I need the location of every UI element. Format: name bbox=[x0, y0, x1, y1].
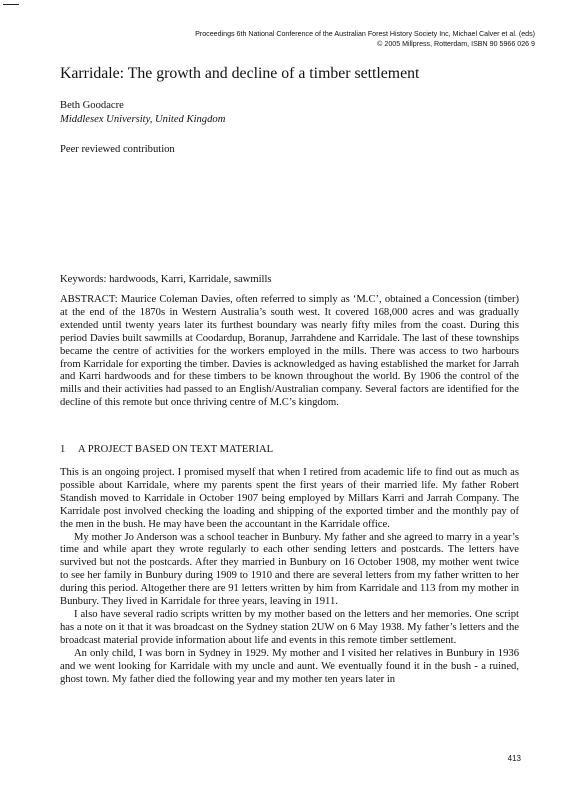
page-number: 413 bbox=[507, 754, 521, 763]
body-paragraph: My mother Jo Anderson was a school teacher in Bunbury. My father and she agreed to marry in a year’s time and while apart they wrote regularly to each other sending letters and postcards. The letters have survived but not the postcards. After they married in Bunbury on 16 October 1908, my mother went twice to see her family in Bunbury during 1909 to 1910 and there are several letters from my father written to her during this period. Altogether there are 91 letters written by him from Karridale and 113 from my mother in Bunbury. They lived in Karridale for three years, leaving in 1911. bbox=[60, 531, 519, 608]
proceedings-citation: Proceedings 6th National Conference of the Australian Forest History Society Inc, Michael Calver et al. (eds) bbox=[195, 30, 535, 38]
section-number: 1 bbox=[60, 444, 66, 455]
author-affiliation: Middlesex University, United Kingdom bbox=[60, 114, 226, 125]
section-heading bbox=[60, 443, 273, 457]
keywords: Keywords: hardwoods, Karri, Karridale, sawmills bbox=[60, 274, 272, 285]
section-title: A PROJECT BASED ON TEXT MATERIAL bbox=[78, 444, 274, 455]
author-name: Beth Goodacre bbox=[60, 100, 124, 111]
corner-rule bbox=[3, 4, 19, 5]
body-paragraph: This is an ongoing project. I promised myself that when I retired from academic life to find out as much as possible about Karridale, where my parents spent the first years of their married life. My father Robert Standish moved to Karridale in October 1907 being employed by Millars Karri and Jarrah Company. The Karridale post involved checking the loading and shipping of the exported timber and the monthly pay of the men in the bush. He may have been the accountant in the Karridale office. bbox=[60, 467, 519, 530]
body-paragraph: I also have several radio scripts written by my mother based on the letters and her memories. One script has a note on it that it was broadcast on the Sydney station 2UW on 6 May 1938. My father’s letters and the broadcast material provide information about life and events in this remote timber settlement. bbox=[60, 608, 519, 646]
body-text bbox=[60, 467, 519, 686]
body-paragraph: An only child, I was born in Sydney in 1929. My mother and I visited her relatives in Bunbury in 1936 and we went looking for Karridale with my uncle and aunt. We eventually found it in the bush - a ruined, ghost town. My father died the following year and my mother ten years later in bbox=[60, 647, 519, 685]
paper-title: Karridale: The growth and decline of a timber settlement bbox=[60, 65, 420, 82]
copyright-isbn: © 2005 Millpress, Rotterdam, ISBN 90 5966 026 9 bbox=[377, 39, 535, 48]
contribution-type: Peer reviewed contribution bbox=[60, 144, 175, 155]
proceedings-header bbox=[195, 30, 535, 49]
abstract: ABSTRACT: Maurice Coleman Davies, often referred to simply as ‘M.C’, obtained a Concession (timber) at the end of the 1870s in Western Australia’s south west. It covered 168,000 acres and was gradually extended until twenty years later its furthest boundary was nearly fifty miles from the coast. During this period Davies built sawmills at Coodardup, Boranup, Jarrahdene and Karridale. The last of these townships became the centre of activities for the workers employed in the mills. There was access to two harbours from Karridale for exporting the timber. Davies is acknowledged as having established the market for Jarrah and Karri hardwoods and for these timbers to be known throughout the world. By 1906 the control of the mills and their activities had passed to an English/Australian company. Several factors are identified for the decline of this remote but once thriving centre of M.C’s kingdom. bbox=[60, 294, 519, 409]
